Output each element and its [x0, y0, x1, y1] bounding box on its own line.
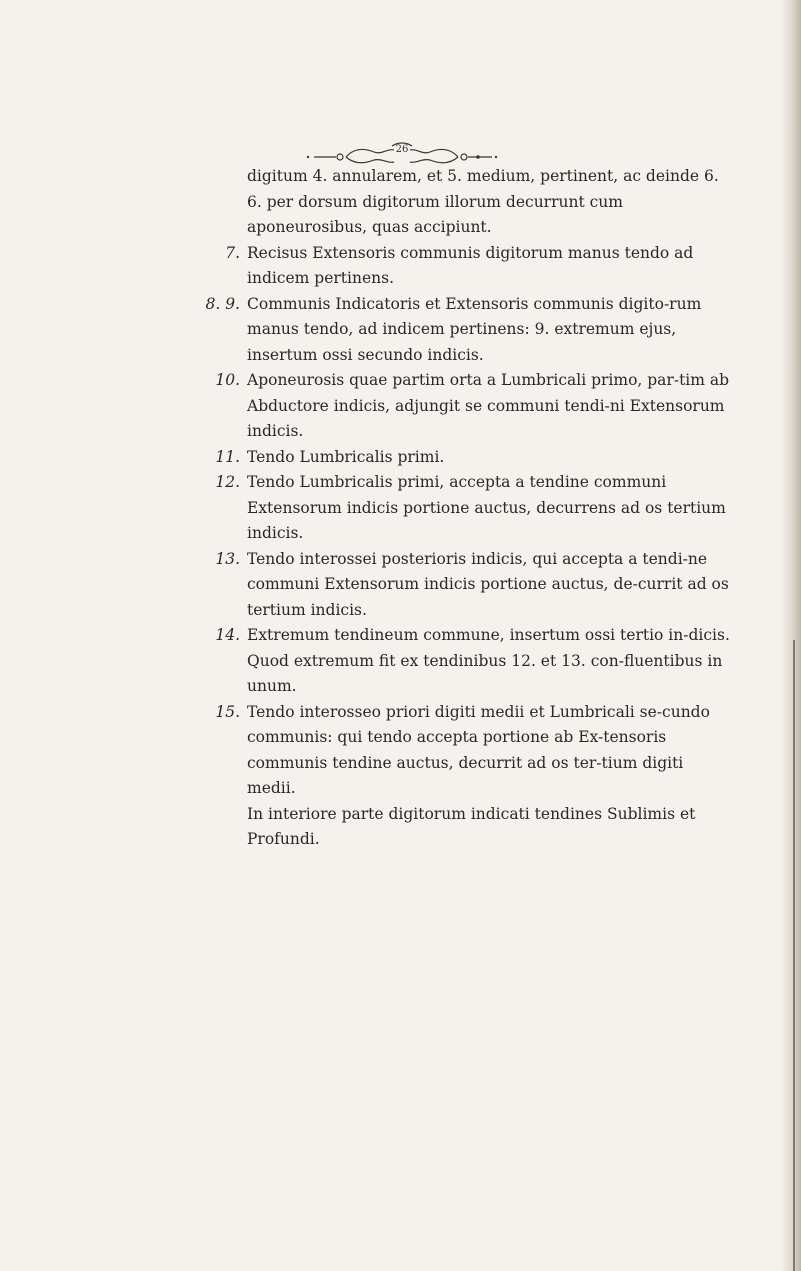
list-item: [210, 445, 730, 471]
closing-paragraph: In interiore parte digitorum indicati tendines Sublimis et Profundi.: [247, 804, 696, 848]
entry-number: 14.: [215, 626, 240, 644]
entry-number: 13.: [215, 549, 240, 568]
page-number: 26: [395, 144, 409, 155]
text-block: [205, 164, 730, 853]
list-item: [210, 700, 730, 802]
list-item: [210, 470, 730, 547]
entry-text: Aponeurosis quae partim orta a Lumbricali primo, par-tim ab Abductore indicis, adjungit se communi tendi-ni Extensorum indicis.: [247, 371, 730, 440]
entry-text: Tendo Lumbricalis primi.: [247, 447, 445, 466]
entry-number: 8. 9.: [205, 294, 240, 313]
entry-text: Communis Indicatoris et Extensoris communis digito-rum manus tendo, ad indicem pertinens: 9. extremum ejus, insertum ossi secundo indicis.: [247, 294, 702, 364]
page-edge-shadow: [781, 0, 801, 1271]
entry-number: 15.: [215, 702, 240, 721]
entry-number: 12.: [215, 473, 240, 491]
page-edge-line: [793, 640, 795, 1271]
entry-text: Tendo interosseo priori digiti medii et Lumbricali se-cundo communis: qui tendo accepta portione ab Ex-tensoris communis tendine auctus, decurrit ad os ter-tium digiti medii.: [247, 702, 710, 797]
list-item: [205, 292, 730, 369]
intro-paragraph: digitum 4. annularem, et 5. medium, pertinent, ac deinde 6. 6. per dorsum digitorum illorum decurrunt cum aponeurosibus, quas accipiunt.: [247, 167, 719, 236]
entry-number: 7.: [225, 243, 240, 262]
list-item: [210, 547, 730, 624]
entry-number: 10.: [215, 371, 240, 389]
entry-text: Extremum tendineum commune, insertum ossi tertio in-dicis. Quod extremum fit ex tendinibus 12. et 13. con-fluentibus in unum.: [247, 626, 730, 695]
entry-number: 11.: [215, 447, 240, 466]
entry-text: Tendo Lumbricalis primi, accepta a tendine communi Extensorum indicis portione auctus, decurrens ad os tertium indicis.: [247, 473, 726, 542]
list-item: [210, 368, 730, 445]
list-item: [210, 623, 730, 700]
entry-text: Recisus Extensoris communis digitorum manus tendo ad indicem pertinens.: [247, 243, 694, 287]
list-item: [210, 241, 730, 292]
entry-text: Tendo interossei posterioris indicis, qui accepta a tendi-ne communi Extensorum indicis portione auctus, de-currit ad os tertium indicis.: [247, 549, 729, 619]
